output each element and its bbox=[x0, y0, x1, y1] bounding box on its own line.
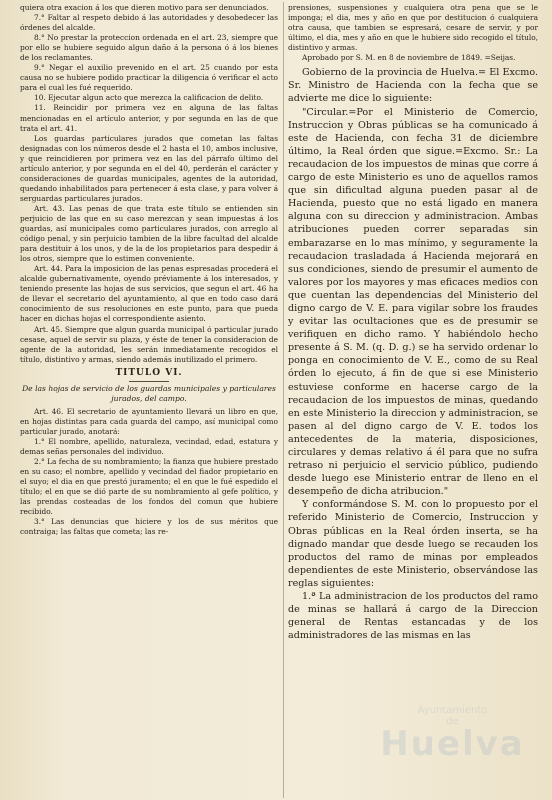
paragraph: Art. 43. Las penas de que trata este título se entienden sin perjuicio de las que en su caso merezcan y sean impuestas á los guardas, así municipales como particulares jurados, con arreglo al código penal, y sin perjuicio tambien de la libre facultad del alcalde para destituir á los unos, y de la de los propietarios para despedir á los otros, siempre que lo estimen conveniente. bbox=[20, 203, 278, 264]
paragraph: 3.° Las denuncias que hiciere y los de sus méritos que contraiga; las faltas que cometa; las re- bbox=[20, 517, 278, 537]
paragraph: prensiones, suspensiones y cualquiera otra pena que se le imponga; el dia, mes y año en que por destitucion ó cualquiera otra causa, que tambien se espresará, cesare de servir, y por último, el dia, mes y año en que le hubiere sido recogido el título, distintivo y armas. bbox=[288, 3, 538, 53]
paragraph: 8.° No prestar la proteccion ordenada en el art. 23, siempre que por ello se hubiere seguido algun daño á la persona ó á los bienes de los reclamantes. bbox=[20, 33, 278, 63]
approval-line: Aprobado por S. M. en 8 de noviembre de 1849. =Seijas. bbox=[302, 53, 516, 63]
paragraph: Los guardas particulares jurados que cometan las faltas designadas con los números desde el 2 hasta el 10, ambos inclusive, y que reincidieren por primera vez en las del párrafo último del artículo anterior, y por segunda en el del 40, perderán el carácter y consideraciones de guardas municipales, agentes de la autoridad, quedando inhabilitados para pertenecer á esta clase, y para volver á serguardas particulares jurados. bbox=[20, 133, 278, 203]
paragraph: 1.° El nombre, apellido, naturaleza, vecindad, edad, estatura y demas señas personales del individuo. bbox=[20, 436, 278, 456]
paragraph: 2.° La fecha de su nombramiento; la fianza que hubiere prestado en su caso; el nombre, apellido y vecindad del fiador propietario en el suyo; el dia en que prestó juramento; el en que le fué espedido el título; el en que se dió parte de su nombramiento al gefe político, y las prendas costeadas de los fondos del comun que hubiere recibido. bbox=[20, 456, 278, 517]
paragraph: 10. Ejecutar algun acto que merezca la calificacion de delito. bbox=[34, 93, 264, 103]
column-divider bbox=[283, 2, 284, 798]
paragraph: 7.° Faltar al respeto debido á las autoridades y desobedecer las órdenes del alcalde. bbox=[20, 13, 278, 33]
left-paragraphs-a bbox=[20, 3, 278, 365]
paragraph: Y conformándose S. M. con lo propuesto por el referido Ministerio de Comercio, Instruccion y Obras públicas en la Real órden inserta, se ha dignado mandar que desde luego se recauden los productos del ramo de minas por empleados dependientes de este Ministerio, observándose las reglas siguientes: bbox=[288, 499, 538, 589]
right-column bbox=[288, 3, 538, 642]
section-subtitle: De las hojas de servicio de los guardas municipales y particulares jurados, del campo. bbox=[22, 383, 276, 403]
left-column bbox=[20, 3, 278, 537]
left-paragraphs-b bbox=[20, 407, 278, 538]
paragraph: "Circular.=Por el Ministerio de Comercio, Instruccion y Obras públicas se ha comunicado á este de Hacienda, con fecha 31 de diciembre último, la Real órden que sigue.=Excmo. Sr.: La recaudacion de los impuestos de minas que corre á cargo de este Ministerio es uno de aquellos ramos que sin dificultad alguna pueden pasar al de Hacienda, puesto que no está ligado en manera alguna con su direccion y administracion. Ambas atribuciones pueden correr separadas sin embarazarse en lo mas mínimo, y seguramente la recaudacion trasladada á Hacienda mejorará en sus condiciones, siendo de presumir el aumento de valores por los mayores y mas eficaces medios con que cuentan las dependencias del Ministerio del digno cargo de V. E. para vigilar sobre los fraudes y evitar las ocultaciones que es de presumir se verifiquen en dicho ramo. Y habiéndolo hecho presente á S. M. (q. D. g.) se ha servido ordenar lo ponga en conocimiento de V. E., como de su Real órden lo ejecuto, á fin de que si ese Ministerio estuviese conforme en hacerse cargo de la recaudacion de los impuestos de minas, quedando en este Ministerio la direccion y administracion, se pasen al del digno cargo de V. E. todos los antecedentes de la materia, disposiciones, circulares y demas relativo á él para que no sufra retraso ni perjuicio el servicio público, pudiendo desde luego ese Ministerio entrar de lleno en el desempeño de dicha atribucion." bbox=[288, 106, 538, 498]
right-paragraphs-b bbox=[288, 66, 538, 642]
paragraph: Art. 44. Para la imposicion de las penas espresadas procederá el alcalde gubernativamente, oyendo préviamente á los interesados, y teniendo presente las hojas de sus servicios, que segun el art. 46 ha de llevar el secretario del ayuntamiento, al que en todo caso dará conocimiento de sus resoluciones en este punto, para que pueda hacer en dichas hojas el correspondiente asiento. bbox=[20, 264, 278, 324]
section-title: TITULO VI. bbox=[115, 367, 183, 378]
paragraph: 1.ª La administracion de los productos del ramo de minas se hallará á cargo de la Direccion general de Rentas estancadas y de los administradores de las mismas en las bbox=[288, 591, 538, 642]
title-rule bbox=[129, 381, 169, 382]
paragraph: 9.° Negar el auxilio prevenido en el art. 25 cuando por esta causa no se hubiere podido practicar la diligencia ó verificar el acto para el cual les fué requerido. bbox=[20, 63, 278, 93]
paragraph: 11. Reincidir por primera vez en alguna de las faltas mencionadas en el artículo anterior, y por segunda en las de que trata el art. 41. bbox=[20, 103, 278, 133]
right-paragraphs-a bbox=[288, 3, 538, 63]
paragraph: Art. 46. El secretario de ayuntamiento llevará un libro en que, en hojas distintas para cada guarda del campo, así municipal como particular jurado, anotará: bbox=[20, 406, 278, 436]
archive-watermark bbox=[365, 705, 540, 764]
watermark-line: Huelva bbox=[380, 724, 525, 764]
paragraph: Gobierno de la provincia de Huelva.= El Excmo. Sr. Ministro de Hacienda con la fecha que se advierte me dice lo siguiente: bbox=[288, 67, 538, 105]
watermark-line: de bbox=[446, 716, 459, 727]
paragraph: quiera otra exacion á los que dieren motivo para ser denunciados. bbox=[20, 3, 269, 12]
watermark-line: Ayuntamiento bbox=[417, 705, 488, 716]
paragraph: Art. 45. Siempre que algun guarda municipal ó particular jurado cesase, aquel de servir su plaza, y éste de tener la consideracion de agente de la autoridad, les serán inmediatamente recogidos el título, distintivo y armas, siendo además inutilizado el primero. bbox=[20, 324, 278, 364]
